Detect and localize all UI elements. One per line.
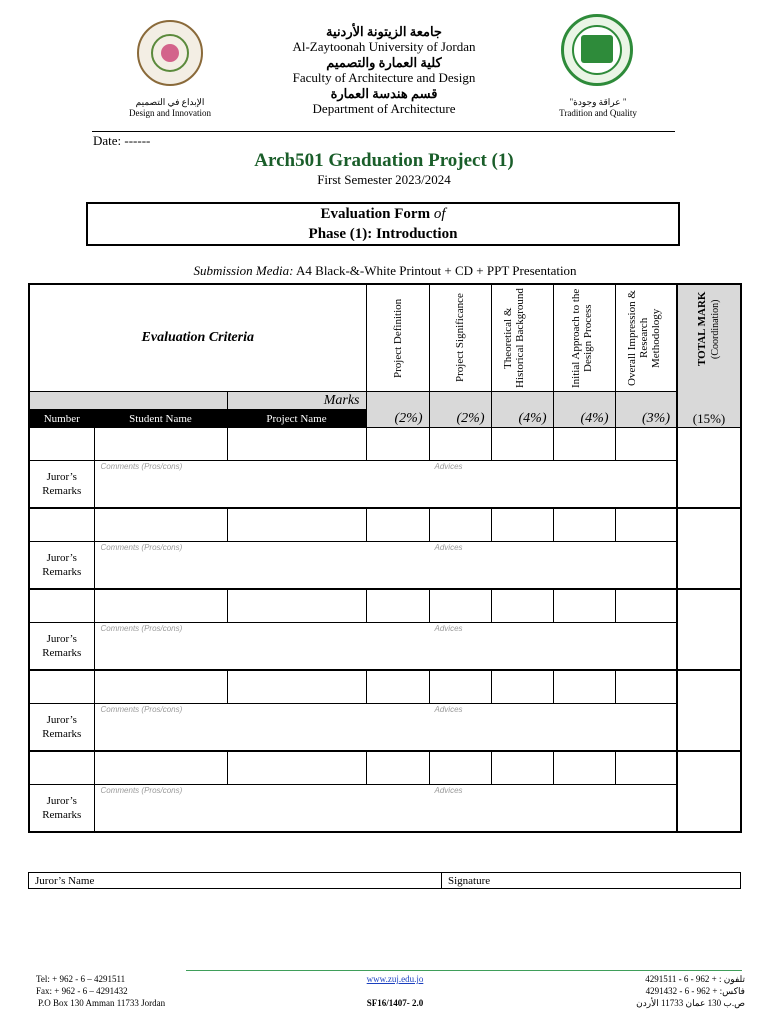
mark-cell[interactable]: [553, 428, 615, 461]
course-title: Arch501 Graduation Project (1): [254, 150, 514, 171]
student-name-cell[interactable]: [94, 428, 227, 461]
signature-field[interactable]: Signature: [442, 873, 741, 889]
faculty-name: Faculty of Architecture and Design: [292, 70, 476, 85]
mark-cell[interactable]: [491, 508, 553, 542]
arabic-department-name: قسم هندسة العمارة: [330, 86, 438, 101]
mark-cell[interactable]: [429, 589, 491, 623]
arabic-faculty-name: كلية العمارة والتصميم: [326, 55, 442, 70]
mark-cell[interactable]: [429, 670, 491, 704]
total-mark-cell[interactable]: [677, 589, 741, 670]
criterion-header: [366, 284, 429, 392]
evaluation-table: [28, 283, 742, 833]
comments-hint: Comments (Pros/cons): [100, 786, 183, 795]
remarks-row: [29, 704, 741, 752]
comments-cell[interactable]: [94, 623, 677, 671]
student-row: [29, 751, 741, 785]
footer-arabic-tel: تلفون : + 962 - 6 - 4291511: [645, 974, 745, 984]
jurors-remarks-label: Juror’s Remarks: [29, 704, 94, 752]
comments-hint: Comments (Pros/cons): [100, 624, 183, 633]
student-name-cell[interactable]: [94, 508, 227, 542]
student-row: [29, 428, 741, 461]
criterion-weight: (3%): [615, 392, 677, 428]
remarks-row: [29, 785, 741, 833]
university-logo-left: [137, 20, 203, 86]
project-name-cell[interactable]: [227, 670, 366, 704]
logo-center: [161, 44, 179, 62]
phase-title: Phase (1): Introduction: [308, 226, 458, 242]
form-title-of: of: [433, 206, 446, 222]
footer-arabic-po: ص.ب 130 عمان 11733 الأردن: [636, 998, 745, 1008]
criterion-label: Overall Impression & Research Methodology: [625, 290, 662, 386]
university-seal-right: [561, 14, 633, 86]
mark-cell[interactable]: [429, 751, 491, 785]
right-motto: Tradition and Quality: [559, 108, 637, 118]
comments-hint: Comments (Pros/cons): [100, 462, 183, 471]
criterion-label: Project Significance: [454, 293, 467, 383]
footer-fax: Fax: + 962 - 6 – 4291432: [36, 986, 128, 996]
semester: First Semester 2023/2024: [317, 172, 451, 187]
project-name-cell[interactable]: [227, 589, 366, 623]
criterion-header: [615, 284, 677, 392]
mark-cell[interactable]: [366, 428, 429, 461]
total-mark-subtitle: (Coordination): [710, 299, 722, 359]
advices-hint: Advices: [434, 462, 463, 471]
criterion-label: Theoretical & Historical Background: [502, 288, 527, 388]
mark-cell[interactable]: [553, 589, 615, 623]
form-title: Evaluation Form: [320, 206, 431, 222]
student-row: [29, 670, 741, 704]
criterion-label: Initial Approach to the Design Process: [570, 288, 595, 388]
comments-hint: Comments (Pros/cons): [100, 543, 183, 552]
remarks-row: [29, 461, 741, 509]
criterion-header: [553, 284, 615, 392]
number-cell[interactable]: [29, 589, 94, 623]
mark-cell[interactable]: [553, 508, 615, 542]
seal-mark: [581, 35, 613, 63]
student-name-cell[interactable]: [94, 670, 227, 704]
total-mark-cell[interactable]: [677, 508, 741, 589]
total-mark-title: TOTAL MARK: [696, 291, 709, 367]
mark-cell[interactable]: [491, 670, 553, 704]
university-name: Al-Zaytoonah University of Jordan: [292, 39, 476, 54]
advices-hint: Advices: [434, 543, 463, 552]
student-name-cell[interactable]: [94, 751, 227, 785]
student-name-cell[interactable]: [94, 589, 227, 623]
comments-cell[interactable]: [94, 542, 677, 590]
date-field: Date: ------: [93, 133, 151, 148]
number-cell[interactable]: [29, 508, 94, 542]
criterion-header: [491, 284, 553, 392]
left-motto: Design and Innovation: [129, 108, 211, 118]
jurors-remarks-label: Juror’s Remarks: [29, 461, 94, 509]
arabic-university-name: جامعة الزيتونة الأردنية: [326, 24, 442, 39]
advices-hint: Advices: [434, 786, 463, 795]
project-name-cell[interactable]: [227, 751, 366, 785]
mark-cell[interactable]: [615, 508, 677, 542]
submission-media-value: A4 Black-&-White Printout + CD + PPT Presentation: [296, 263, 577, 278]
jurors-remarks-label: Juror’s Remarks: [29, 542, 94, 590]
mark-cell[interactable]: [429, 428, 491, 461]
criterion-label: Project Definition: [391, 298, 404, 378]
jurors-remarks-label: Juror’s Remarks: [29, 785, 94, 833]
number-cell[interactable]: [29, 670, 94, 704]
criterion-weight: (4%): [491, 392, 553, 428]
evaluation-criteria-heading: Evaluation Criteria: [29, 284, 366, 392]
marks-label: Marks: [227, 392, 366, 410]
criterion-weight: (2%): [429, 392, 491, 428]
form-code: SF16/1407- 2.0: [366, 998, 424, 1008]
mark-cell[interactable]: [491, 751, 553, 785]
criterion-weight: (2%): [366, 392, 429, 428]
comments-cell[interactable]: [94, 461, 677, 509]
form-title-box: [86, 202, 680, 246]
mark-cell[interactable]: [615, 428, 677, 461]
number-cell[interactable]: [29, 428, 94, 461]
mark-cell[interactable]: [366, 670, 429, 704]
department-name: Department of Architecture: [312, 101, 456, 116]
student-name-column-header: Student Name: [94, 410, 227, 428]
comments-cell[interactable]: [94, 785, 677, 833]
header-divider: [92, 131, 675, 132]
mark-cell[interactable]: [429, 508, 491, 542]
signature-table: [28, 872, 741, 889]
mark-cell[interactable]: [491, 589, 553, 623]
comments-cell[interactable]: [94, 704, 677, 752]
total-mark-cell[interactable]: [677, 428, 741, 509]
submission-media-label: Submission Media:: [193, 263, 294, 278]
mark-cell[interactable]: [366, 508, 429, 542]
student-row: [29, 508, 741, 542]
advices-hint: Advices: [434, 624, 463, 633]
total-mark-cell[interactable]: [677, 670, 741, 751]
marks-spacer: [29, 392, 227, 410]
mark-cell[interactable]: [615, 670, 677, 704]
number-cell[interactable]: [29, 751, 94, 785]
left-arabic-motto: الإبداع في التصميم: [135, 97, 205, 107]
footer-divider: [186, 970, 742, 971]
website-link[interactable]: www.zuj.edu.jo: [366, 974, 424, 984]
mark-cell[interactable]: [615, 751, 677, 785]
student-row: [29, 589, 741, 623]
jurors-remarks-label: Juror’s Remarks: [29, 623, 94, 671]
number-column-header: Number: [29, 410, 94, 428]
footer-arabic-fax: فاكس: + 962 - 6 - 4291432: [645, 986, 745, 996]
footer-tel: Tel: + 962 - 6 – 4291511: [36, 974, 126, 984]
mark-cell[interactable]: [366, 589, 429, 623]
mark-cell[interactable]: [553, 751, 615, 785]
total-mark-header: [677, 284, 741, 428]
mark-cell[interactable]: [615, 589, 677, 623]
footer-po-box: P.O Box 130 Amman 11733 Jordan: [38, 998, 166, 1008]
total-weight: (15%): [692, 411, 726, 426]
project-name-column-header: Project Name: [227, 410, 366, 428]
remarks-row: [29, 542, 741, 590]
mark-cell[interactable]: [553, 670, 615, 704]
project-name-cell[interactable]: [227, 428, 366, 461]
submission-media: [90, 263, 680, 279]
remarks-row: [29, 623, 741, 671]
mark-cell[interactable]: [366, 751, 429, 785]
criterion-weight: (4%): [553, 392, 615, 428]
mark-cell[interactable]: [491, 428, 553, 461]
criterion-header: [429, 284, 491, 392]
jurors-name-field[interactable]: Juror’s Name: [29, 873, 442, 889]
total-mark-cell[interactable]: [677, 751, 741, 832]
right-arabic-motto: " عراقة وجودة": [569, 97, 627, 107]
comments-hint: Comments (Pros/cons): [100, 705, 183, 714]
project-name-cell[interactable]: [227, 508, 366, 542]
advices-hint: Advices: [434, 705, 463, 714]
